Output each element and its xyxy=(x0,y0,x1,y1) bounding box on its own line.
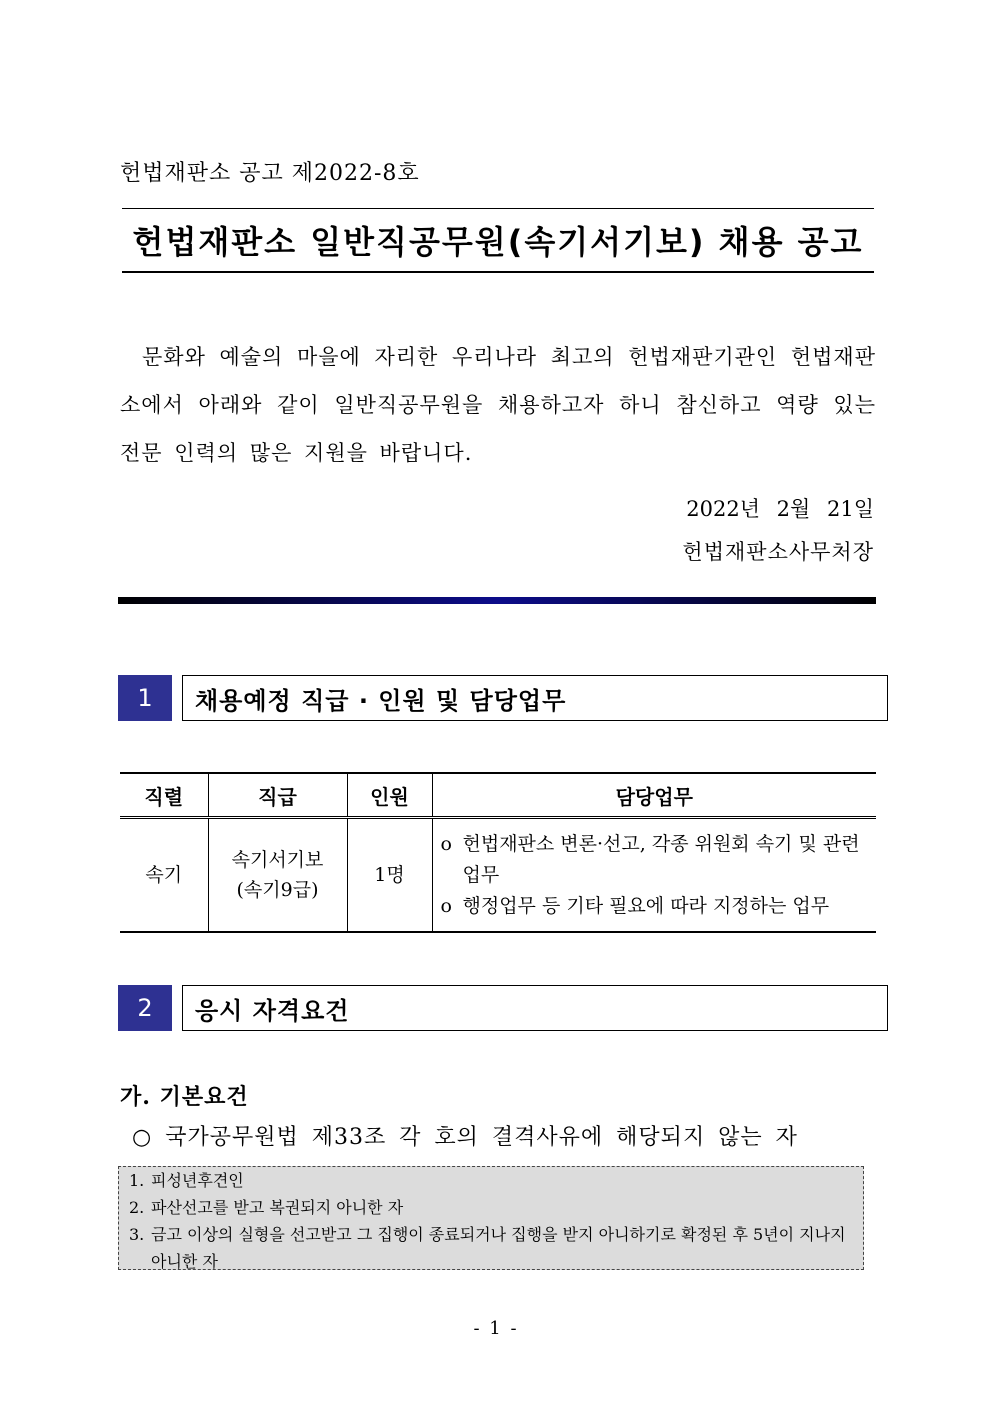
page-number: - 1 - xyxy=(473,1318,519,1339)
disqualification-box xyxy=(118,1166,864,1270)
positions-table xyxy=(120,772,876,933)
list-item xyxy=(129,1221,853,1275)
cell-series: 속기 xyxy=(120,818,208,933)
item-text: 파산선고를 받고 복권되지 아니한 자 xyxy=(151,1198,404,1217)
grade-name: 속기서기보 xyxy=(231,849,324,871)
header-count: 인원 xyxy=(347,773,432,818)
item-number: 1. xyxy=(129,1171,145,1190)
list-item xyxy=(129,1167,853,1194)
issuer: 헌법재판소사무처장 xyxy=(682,540,874,564)
list-item xyxy=(129,1194,853,1221)
bullet-icon: o xyxy=(440,894,452,917)
item-number: 3. xyxy=(129,1225,145,1244)
table-header-row xyxy=(120,773,876,818)
title-box xyxy=(122,208,874,273)
duty-text: 행정업무 등 기타 필요에 따라 지정하는 업무 xyxy=(462,894,830,917)
item-number: 2. xyxy=(129,1198,145,1217)
section-1-title: 채용예정 직급 · 인원 및 담당업무 xyxy=(182,675,888,721)
section-divider xyxy=(118,597,876,604)
section-1-number: 1 xyxy=(118,675,172,721)
table-row xyxy=(120,818,876,933)
grade-level: (속기9급) xyxy=(236,879,319,901)
header-duties: 담당업무 xyxy=(432,773,876,818)
cell-count: 1명 xyxy=(347,818,432,933)
bullet-icon: o xyxy=(440,832,452,855)
page-title: 헌법재판소 일반직공무원(속기서기보) 채용 공고 xyxy=(132,223,864,261)
section-2-title: 응시 자격요건 xyxy=(182,985,888,1031)
notice-number: 헌법재판소 공고 제2022-8호 xyxy=(120,161,420,186)
cell-duties xyxy=(432,818,876,933)
requirement-item: ○ 국가공무원법 제33조 각 호의 결격사유에 해당되지 않는 자 xyxy=(132,1125,798,1150)
subheading-basic-requirements: 가. 기본요건 xyxy=(120,1084,249,1110)
header-series: 직렬 xyxy=(120,773,208,818)
duty-text: 헌법재판소 변론·선고, 각종 위원회 속기 및 관련 업무 xyxy=(462,832,860,886)
cell-grade xyxy=(208,818,347,933)
item-text: 금고 이상의 실형을 선고받고 그 집행이 종료되거나 집행을 받지 아니하기로 확정된 후 5년이 지나지 아니한 자 xyxy=(151,1225,846,1271)
item-text: 피성년후견인 xyxy=(151,1171,244,1190)
section-2-number: 2 xyxy=(118,985,172,1031)
header-grade: 직급 xyxy=(208,773,347,818)
duty-item xyxy=(441,891,871,922)
intro-paragraph: 문화와 예술의 마을에 자리한 우리나라 최고의 헌법재판기관인 헌법재판소에서 아래와 같이 일반직공무원을 채용하고자 하니 참신하고 역량 있는 전문 인력의 많은 지원을 바랍니다. xyxy=(120,345,876,465)
duty-item xyxy=(441,829,871,891)
notice-date: 2022년 2월 21일 xyxy=(686,497,874,521)
